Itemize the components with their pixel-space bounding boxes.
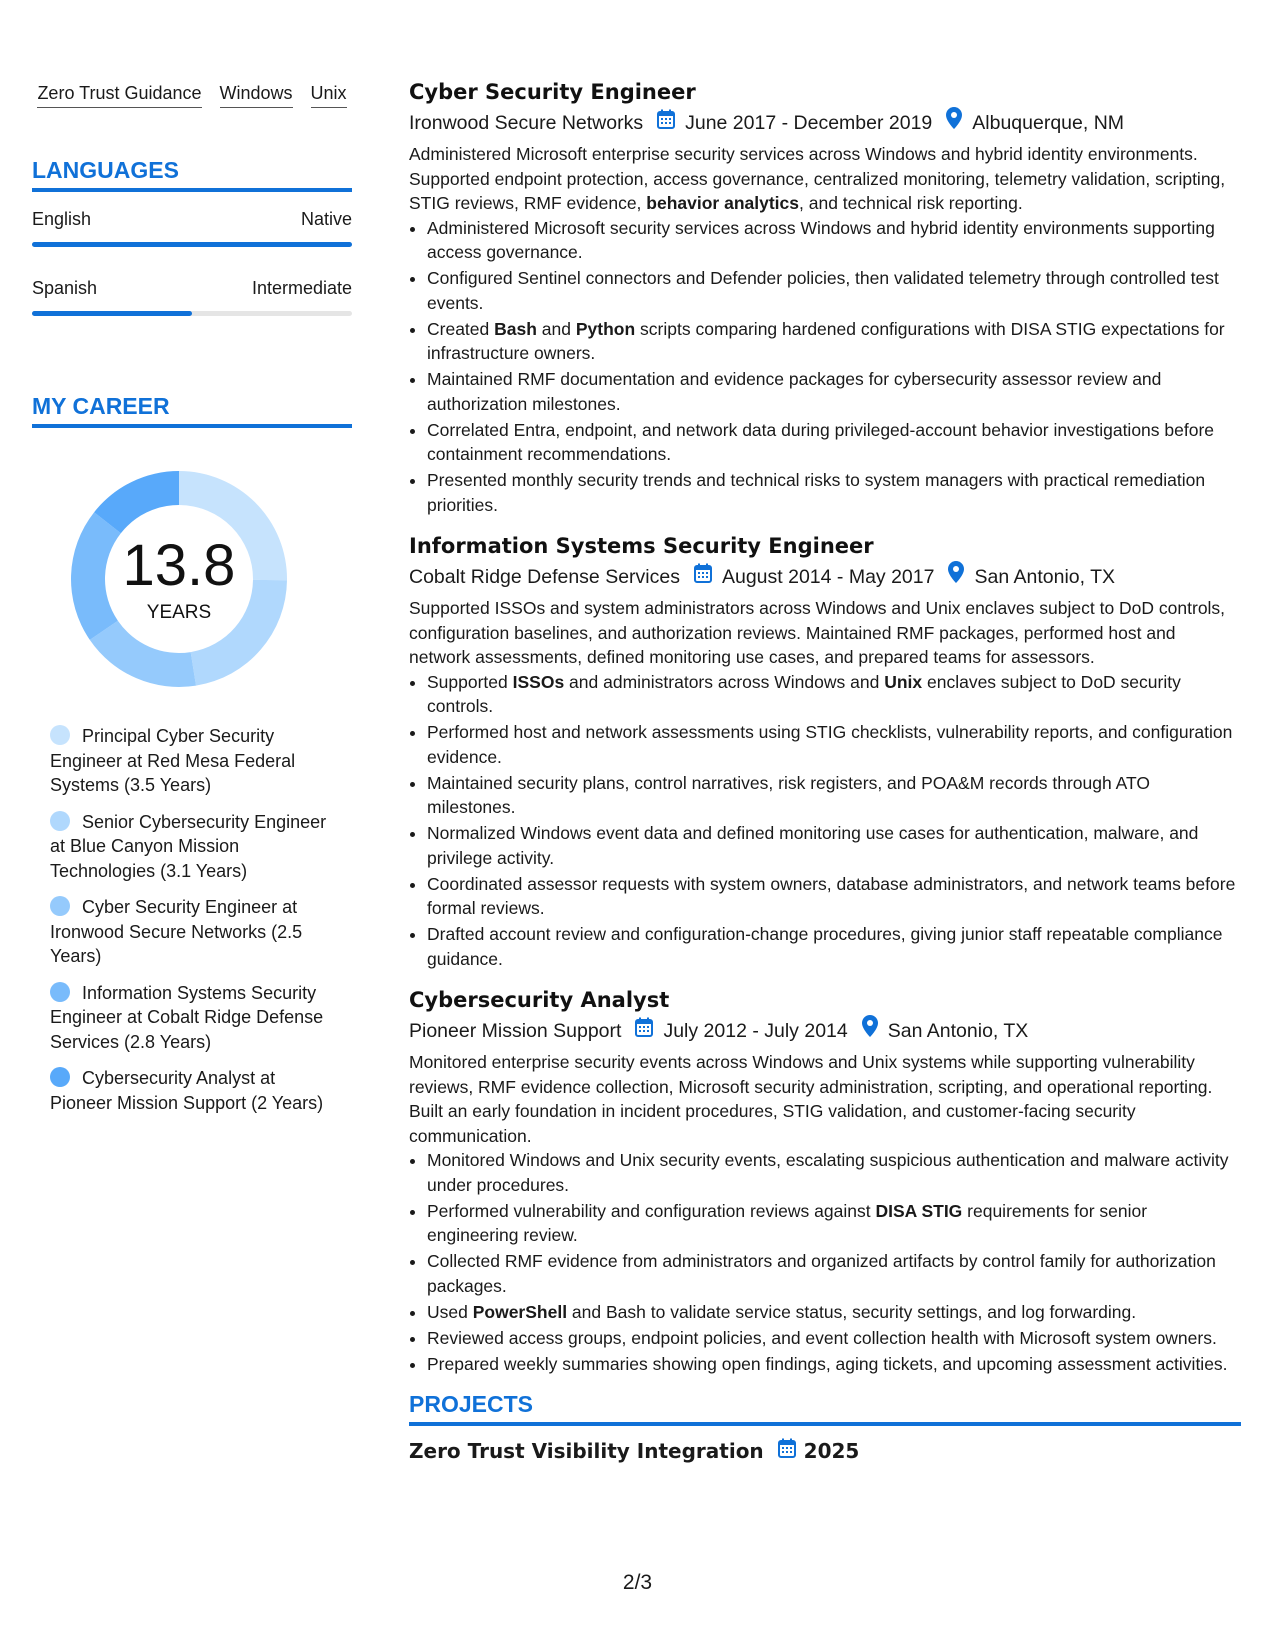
- job-meta: [409, 561, 1241, 592]
- job-bullet: • Reviewed access groups, endpoint policies, and event collection health with Microsoft system owners.: [427, 1326, 1241, 1351]
- skills-list: [32, 82, 352, 108]
- job-bullet: • Drafted account review and configuration-change procedures, giving junior staff repeatable compliance guidance.: [427, 922, 1241, 971]
- career-heading: MY CAREER: [32, 392, 352, 428]
- language-item: [32, 208, 352, 247]
- language-level-bar: [32, 311, 352, 316]
- map-pin-icon: [862, 1015, 878, 1046]
- job-company: Pioneer Mission Support: [409, 1019, 622, 1042]
- map-pin-icon: [948, 561, 964, 592]
- job-bullet: • Configured Sentinel connectors and Defender policies, then validated telemetry through controlled test events.: [427, 266, 1241, 315]
- career-donut-chart: [64, 464, 294, 694]
- page-number: 2/3: [622, 1571, 653, 1594]
- job-summary: Monitored enterprise security events across Windows and Unix systems while supporting vulnerability reviews, RMF evidence collection, Microsoft security administration, scripting, and operational reporting. Built an early foundation in incident procedures, STIG validation, and customer-facing security communication.: [409, 1052, 1213, 1146]
- job-bullet: • Normalized Windows event data and defined monitoring use cases for authentication, malware, and privilege activity.: [427, 821, 1241, 870]
- job-company: Ironwood Secure Networks: [409, 111, 644, 134]
- job-bullet: • Supported ISSOs and administrators across Windows and Unix enclaves subject to DoD security controls.: [427, 670, 1241, 719]
- job-bullet: • Monitored Windows and Unix security events, escalating suspicious authentication and malware activity under procedures.: [427, 1148, 1241, 1197]
- job-company: Cobalt Ridge Defense Services: [409, 565, 680, 588]
- skill-tag: Windows: [220, 82, 293, 108]
- legend-label: Cybersecurity Analyst at Pioneer Mission Support (2 Years): [50, 1068, 324, 1113]
- job-entry: [409, 985, 1241, 1376]
- job-bullets: [409, 670, 1241, 972]
- project-item: [409, 1436, 1241, 1466]
- skill-tag: Unix: [311, 82, 347, 108]
- donut-segment: [90, 621, 196, 687]
- career-total-years: 13.8: [122, 533, 236, 598]
- legend-item: [50, 810, 330, 884]
- languages-section: [32, 156, 352, 316]
- job-bullets: [409, 1148, 1241, 1376]
- experience-list: [409, 77, 1241, 1376]
- job-entry: [409, 531, 1241, 971]
- right-column: [409, 77, 1241, 1466]
- calendar-icon: [657, 108, 675, 138]
- job-bullet: • Correlated Entra, endpoint, and network data during privileged-account behavior investigations before containment recommendations.: [427, 418, 1241, 467]
- career-section: [32, 392, 352, 1115]
- job-meta: [409, 1015, 1241, 1046]
- job-dates: June 2017 - December 2019: [685, 111, 933, 134]
- left-column: [32, 82, 352, 1127]
- job-entry: [409, 77, 1241, 517]
- calendar-icon: [694, 562, 712, 592]
- language-item: [32, 277, 352, 316]
- job-bullets: [409, 216, 1241, 518]
- job-dates: August 2014 - May 2017: [721, 565, 935, 588]
- legend-dot: [50, 1067, 70, 1087]
- job-bullet: • Created Bash and Python scripts comparing hardened configurations with DISA STIG expectations for infrastructure owners.: [427, 317, 1241, 366]
- career-legend: [50, 724, 330, 1115]
- project-year: 2025: [803, 1439, 860, 1463]
- language-name: English: [32, 209, 92, 229]
- job-bullet: • Administered Microsoft security services across Windows and hybrid identity environments supporting access governance.: [427, 216, 1241, 265]
- job-location: Albuquerque, NM: [972, 111, 1125, 134]
- language-level-fill: [32, 311, 192, 316]
- job-bullet: • Presented monthly security trends and technical risks to system managers with practical remediation priorities.: [427, 468, 1241, 517]
- calendar-icon: [778, 1436, 796, 1466]
- job-title: Cyber Security Engineer: [409, 80, 696, 104]
- language-level: Intermediate: [251, 278, 352, 298]
- career-years-unit: YEARS: [146, 602, 212, 623]
- project-name: Zero Trust Visibility Integration: [409, 1439, 764, 1463]
- job-bullet: • Performed vulnerability and configuration reviews against DISA STIG requirements for senior engineering review.: [427, 1199, 1241, 1248]
- job-bullet: • Performed host and network assessments using STIG checklists, vulnerability reports, and configuration evidence.: [427, 720, 1241, 769]
- legend-label: Cyber Security Engineer at Ironwood Secure Networks (2.5 Years): [50, 897, 303, 966]
- job-location: San Antonio, TX: [974, 565, 1116, 588]
- legend-dot: [50, 811, 70, 831]
- job-bullet: • Collected RMF evidence from administrators and organized artifacts by control family for authorization packages.: [427, 1249, 1241, 1298]
- projects-heading: PROJECTS: [409, 1390, 1241, 1426]
- job-summary: Supported ISSOs and system administrators across Windows and Unix enclaves subject to DoD controls, configuration baselines, and authorization reviews. Maintained RMF packages, performed host and network assessments, defined monitoring use cases, and prepared teams for assessors.: [409, 598, 1226, 667]
- job-location: San Antonio, TX: [887, 1019, 1029, 1042]
- job-dates: July 2012 - July 2014: [663, 1019, 848, 1042]
- language-name: Spanish: [32, 278, 98, 298]
- language-level: Native: [300, 209, 352, 229]
- legend-item: [50, 724, 330, 798]
- job-meta: [409, 107, 1241, 138]
- legend-label: Principal Cyber Security Engineer at Red Mesa Federal Systems (3.5 Years): [50, 726, 296, 795]
- job-bullet: • Used PowerShell and Bash to validate service status, security settings, and log forwarding.: [427, 1300, 1241, 1325]
- legend-label: Senior Cybersecurity Engineer at Blue Canyon Mission Technologies (3.1 Years): [50, 811, 327, 881]
- legend-dot: [50, 896, 70, 916]
- projects-section: [409, 1390, 1241, 1466]
- legend-label: Information Systems Security Engineer at Cobalt Ridge Defense Services (2.8 Years): [50, 982, 324, 1052]
- legend-item: [50, 981, 330, 1055]
- map-pin-icon: [946, 107, 962, 138]
- legend-item: [50, 895, 330, 969]
- job-bullet: • Coordinated assessor requests with system owners, database administrators, and network teams before formal reviews.: [427, 872, 1241, 921]
- skill-tag: Zero Trust Guidance: [37, 82, 201, 108]
- calendar-icon: [635, 1016, 653, 1046]
- job-bullet: • Maintained security plans, control narratives, risk registers, and POA&M records through ATO milestones.: [427, 771, 1241, 820]
- languages-heading: LANGUAGES: [32, 156, 352, 192]
- legend-item: [50, 1066, 330, 1115]
- job-title: Information Systems Security Engineer: [409, 534, 874, 558]
- job-bullet: • Prepared weekly summaries showing open findings, aging tickets, and upcoming assessment activities.: [427, 1352, 1241, 1377]
- job-bullet: • Maintained RMF documentation and evidence packages for cybersecurity assessor review and authorization milestones.: [427, 367, 1241, 416]
- language-level-bar: [32, 242, 352, 247]
- legend-dot: [50, 982, 70, 1002]
- job-title: Cybersecurity Analyst: [409, 988, 670, 1012]
- legend-dot: [50, 725, 70, 745]
- language-level-fill: [32, 242, 352, 247]
- job-summary: Administered Microsoft enterprise security services across Windows and hybrid identity environments. Supported endpoint protection, access governance, centralized monitoring, telemetry validation, scripting, STIG reviews, RMF evidence, behavior analytics, and technical risk reporting.: [409, 144, 1226, 213]
